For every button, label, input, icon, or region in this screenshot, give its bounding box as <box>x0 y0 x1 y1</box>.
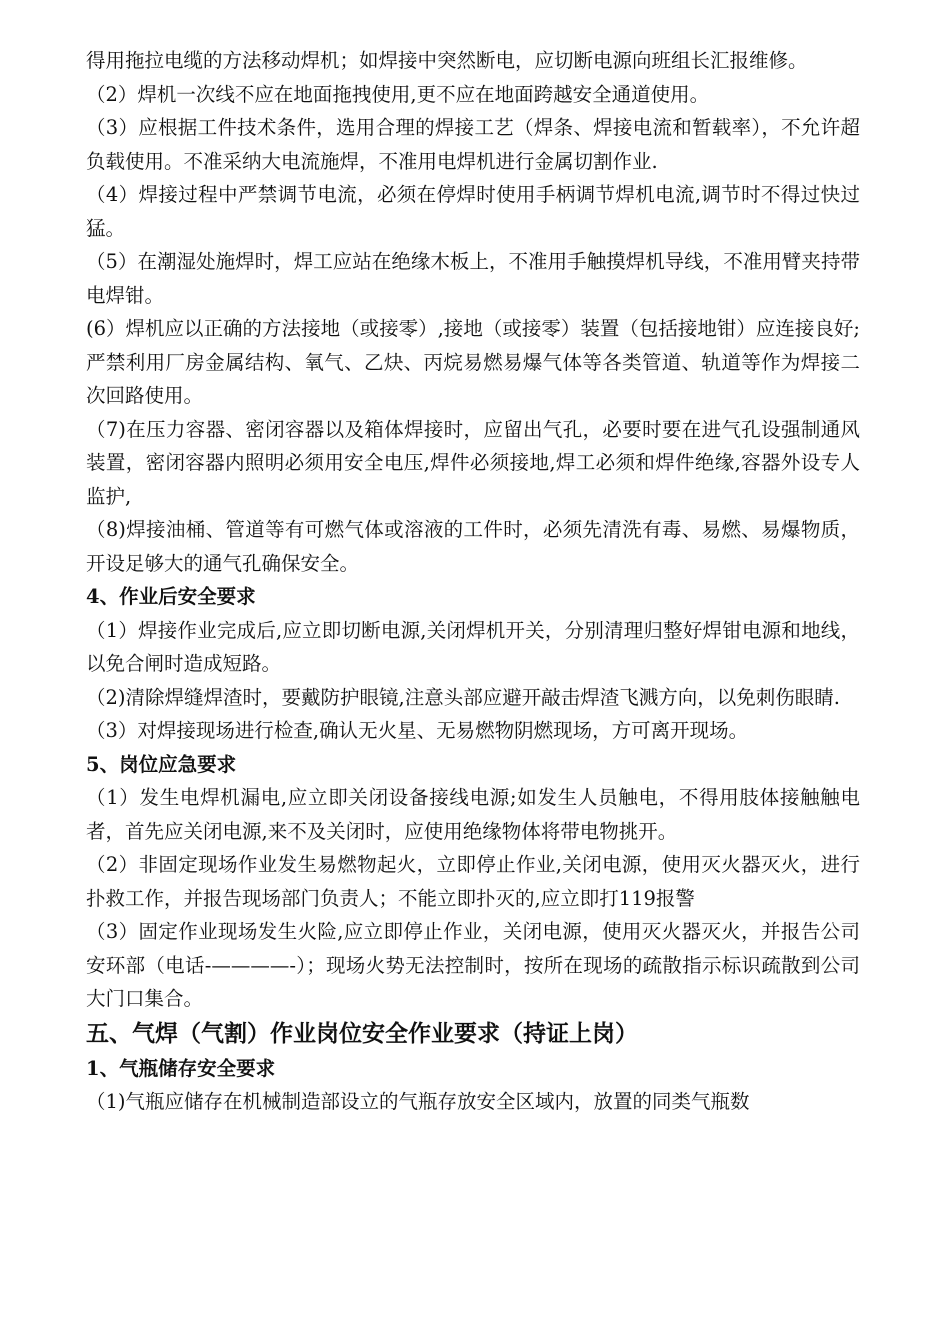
paragraph-item-5: （5）在潮湿处施焊时，焊工应站在绝缘木板上，不准用手触摸焊机导线，不准用臂夹持带电焊钳。 <box>86 250 860 307</box>
section-heading-gas-welding: 五、气焊（气割）作业岗位安全作业要求（持证上岗） <box>86 1019 638 1047</box>
paragraph-emergency-1: （1）发生电焊机漏电,应立即关闭设备接线电源;如发生人员触电，不得用肢体接触触电者，首先应关闭电源,来不及关闭时，应使用绝缘物体将带电物挑开。 <box>86 786 860 843</box>
paragraph-cylinder-storage-1: （1)气瓶应储存在机械制造部设立的气瓶存放安全区域内，放置的同类气瓶数 <box>86 1090 750 1113</box>
document-page <box>86 44 860 1119</box>
paragraph-after-work-2: （2)清除焊缝焊渣时，要戴防护眼镜,注意头部应避开敲击焊渣飞溅方向，以免刺伤眼睛. <box>86 685 840 709</box>
heading-after-work-safety: 4、作业后安全要求 <box>86 585 256 608</box>
paragraph-item-2: （2）焊机一次线不应在地面拖拽使用,更不应在地面跨越安全通道使用。 <box>86 82 710 106</box>
heading-emergency-requirements: 5、岗位应急要求 <box>86 752 237 776</box>
paragraph-item-3: （3）应根据工件技术条件，选用合理的焊接工艺（焊条、焊接电流和暂载率），不允许超负载使用。不准采纳大电流施焊，不准用电焊机进行金属切割作业. <box>86 116 860 173</box>
paragraph-after-work-1: （1）焊接作业完成后,应立即切断电源,关闭焊机开关，分别清理归整好焊钳电源和地线，以免合闸时造成短路。 <box>86 618 860 675</box>
paragraph-item-6: (6）焊机应以正确的方法接地（或接零）,接地（或接零）装置（包括接地钳）应连接良好;严禁利用厂房金属结构、氧气、乙炔、丙烷易燃易爆气体等各类管道、轨道等作为焊接二次回路使用。 <box>86 317 860 407</box>
paragraph-item-7: （7)在压力容器、密闭容器以及箱体焊接时，应留出气孔，必要时要在进气孔设强制通风装置，密闭容器内照明必须用安全电压,焊件必须接地,焊工必须和焊件绝缘,容器外设专人监护, <box>86 417 860 508</box>
paragraph-emergency-2: （2）非固定现场作业发生易燃物起火，立即停止作业,关闭电源，使用灭火器灭火，进行扑救工作，并报告现场部门负责人；不能立即扑灭的,应立即打119报警 <box>86 853 860 910</box>
paragraph-emergency-3: （3）固定作业现场发生火险,应立即停止作业，关闭电源，使用灭火器灭火，并报告公司安环部（电话-————-）；现场火势无法控制时，按所在现场的疏散指示标识疏散到公司大门口集合。 <box>86 920 860 1010</box>
paragraph-item-8: （8)焊接油桶、管道等有可燃气体或溶液的工件时，必须先清洗有毒、易燃、易爆物质，开设足够大的通气孔确保安全。 <box>86 518 860 575</box>
heading-cylinder-storage: 1、气瓶储存安全要求 <box>86 1056 276 1080</box>
paragraph-welding-power-cable: 得用拖拉电缆的方法移动焊机；如焊接中突然断电，应切断电源向班组长汇报维修。 <box>86 49 808 72</box>
paragraph-after-work-3: （3）对焊接现场进行检查,确认无火星、无易燃物阴燃现场，方可离开现场。 <box>86 719 749 742</box>
paragraph-item-4: （4）焊接过程中严禁调节电流，必须在停焊时使用手柄调节焊机电流,调节时不得过快过猛。 <box>86 183 860 240</box>
